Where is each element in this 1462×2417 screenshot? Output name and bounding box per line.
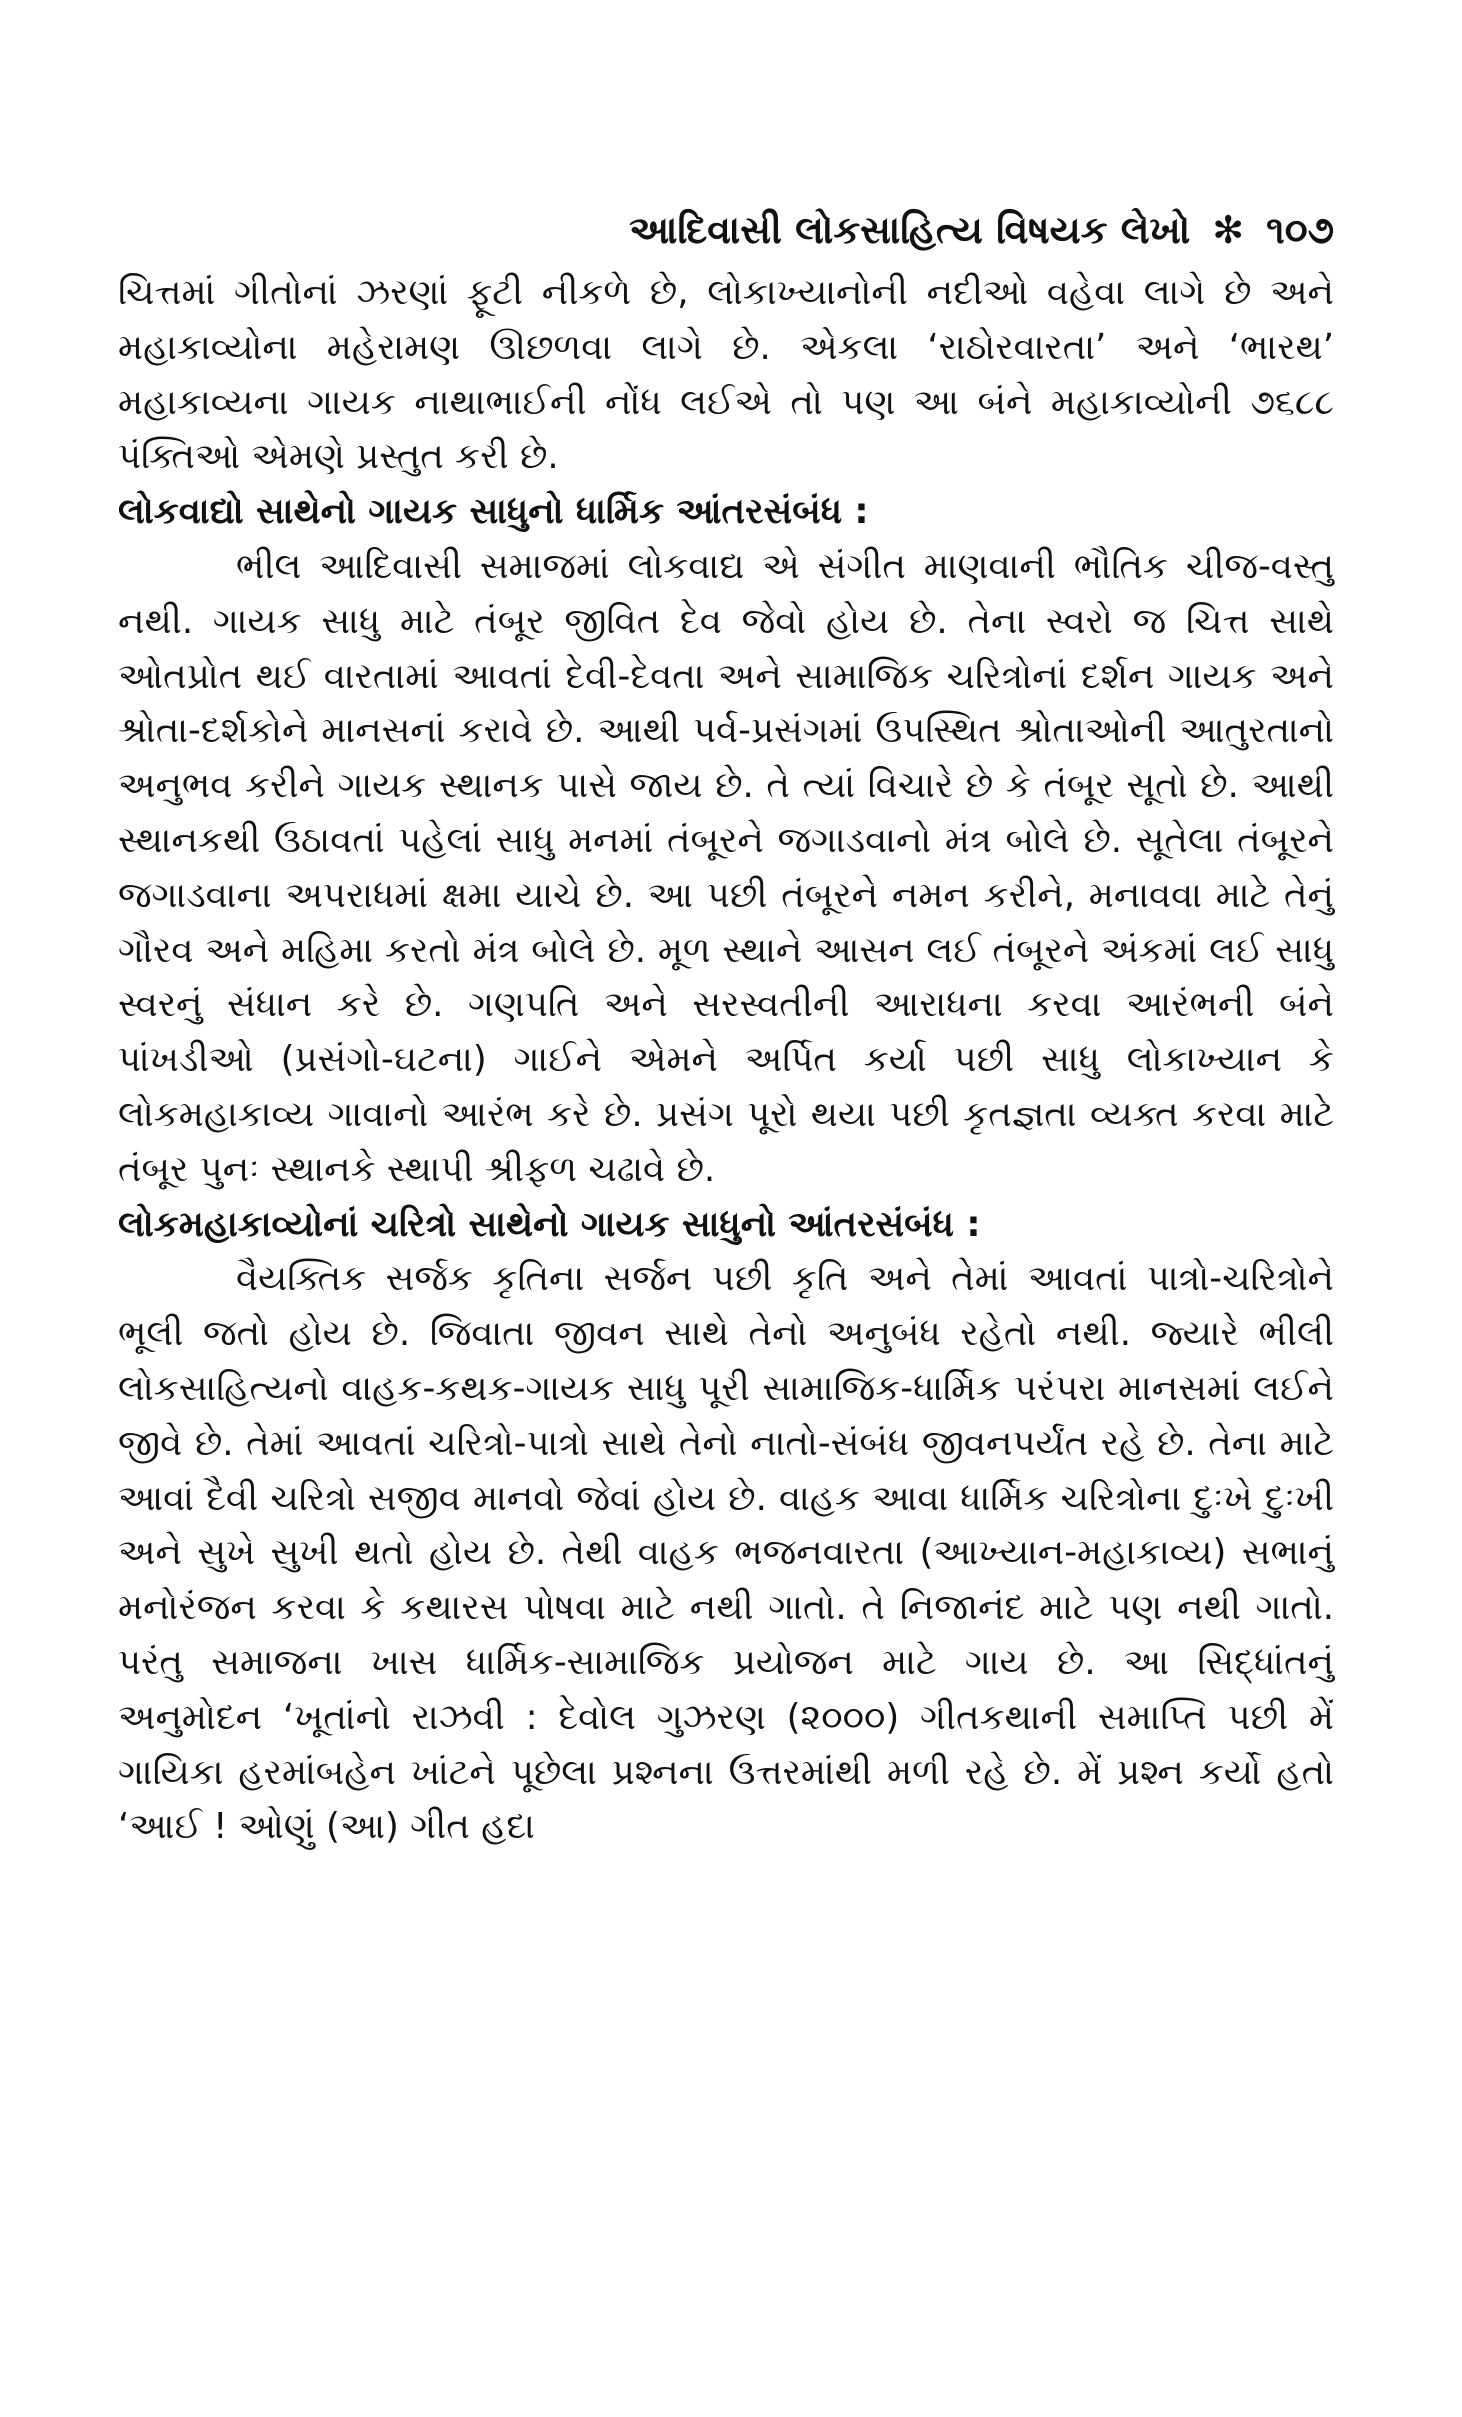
page-number: ૧૦૭: [1266, 208, 1334, 252]
section-heading-2: લોકમહાકાવ્યોનાં ચરિત્રો સાથેનો ગાયક સાધુનો આંતરસંબંધ :: [118, 1203, 981, 1245]
asterisk-ornament-icon: ✻: [1212, 208, 1245, 252]
paragraph-1: ચિત્તમાં ગીતોનાં ઝરણાં ફૂટી નીકળે છે, લોકાખ્યાનોની નદીઓ વહેવા લાગે છે અને મહાકાવ્યોના મહેરામણ ઊછળવા લાગે છે. એકલા ‘રાઠોરવારતા’ અને ‘ભારથ’ મહાકાવ્યના ગાયક નાથાભાઈની નોંધ લઈએ તો પણ આ બંને મહાકાવ્યોની ૭૬૮૮ પંક્તિઓ એમણે પ્રસ્તુત કરી છે.: [118, 272, 1334, 478]
running-header: [118, 200, 1334, 266]
paragraph-3: વૈયક્તિક સર્જક કૃતિના સર્જન પછી કૃતિ અને તેમાં આવતાં પાત્રો-ચરિત્રોને ભૂલી જતો હોય છે. જિવાતા જીવન સાથે તેનો અનુબંધ રહેતો નથી. જ્યારે ભીલી લોકસાહિત્યનો વાહક-કથક-ગાયક સાધુ પૂરી સામાજિક-ધાર્મિક પરંપરા માનસમાં લઈને જીવે છે. તેમાં આવતાં ચરિત્રો-પાત્રો સાથે તેનો નાતો-સંબંધ જીવનપર્યંત રહે છે. તેના માટે આવાં દૈવી ચરિત્રો સજીવ માનવો જેવાં હોય છે. વાહક આવા ધાર્મિક ચરિત્રોના દુઃખે દુઃખી અને સુખે સુખી થતો હોય છે. તેથી વાહક ભજનવારતા (આખ્યાન-મહાકાવ્ય) સભાનું મનોરંજન કરવા કે કથારસ પોષવા માટે નથી ગાતો. તે નિજાનંદ માટે પણ નથી ગાતો. પરંતુ સમાજના ખાસ ધાર્મિક-સામાજિક પ્રયોજન માટે ગાય છે. આ સિદ્ધાંતનું અનુમોદન ‘ખૂતાંનો રાઝવી : દેવોલ ગુઝરણ (૨૦૦૦) ગીતકથાની સમાપ્તિ પછી મેં ગાયિકા હરમાંબહેન ખાંટને પૂછેલા પ્રશ્નના ઉત્તરમાંથી મળી રહે છે. મેં પ્રશ્ન કર્યો હતો ‘આઈ ! ઓણું (આ) ગીત હદા: [118, 1258, 1334, 1848]
paragraph-2: ભીલ આદિવાસી સમાજમાં લોકવાદ્ય એ સંગીત માણવાની ભૌતિક ચીજ-વસ્તુ નથી. ગાયક સાધુ માટે તંબૂર જીવિત દેવ જેવો હોય છે. તેના સ્વરો જ ચિત્ત સાથે ઓતપ્રોત થઈ વારતામાં આવતાં દેવી-દેવતા અને સામાજિક ચરિત્રોનાં દર્શન ગાયક અને શ્રોતા-દર્શકોને માનસનાં કરાવે છે. આથી પર્વ-પ્રસંગમાં ઉપસ્થિત શ્રોતાઓની આતુરતાનો અનુભવ કરીને ગાયક સ્થાનક પાસે જાય છે. તે ત્યાં વિચારે છે કે તંબૂર સૂતો છે. આથી સ્થાનકથી ઉઠાવતાં પહેલાં સાધુ મનમાં તંબૂરને જગાડવાનો મંત્ર બોલે છે. સૂતેલા તંબૂરને જગાડવાના અપરાધમાં ક્ષમા યાચે છે. આ પછી તંબૂરને નમન કરીને, મનાવવા માટે તેનું ગૌરવ અને મહિમા કરતો મંત્ર બોલે છે. મૂળ સ્થાને આસન લઈ તંબૂરને અંકમાં લઈ સાધુ સ્વરનું સંધાન કરે છે. ગણપતિ અને સરસ્વતીની આરાધના કરવા આરંભની બંને પાંખડીઓ (પ્રસંગો-ઘટના) ગાઈને એમને અર્પિત કર્યા પછી સાધુ લોકાખ્યાન કે લોકમહાકાવ્ય ગાવાનો આરંભ કરે છે. પ્રસંગ પૂરો થયા પછી કૃતજ્ઞતા વ્યક્ત કરવા માટે તંબૂર પુનઃ સ્થાનકે સ્થાપી શ્રીફળ ચઢાવે છે.: [118, 545, 1334, 1190]
section-heading-1: લોકવાદ્યો સાથેનો ગાયક સાધુનો ધાર્મિક આંતરસંબંધ :: [118, 491, 869, 533]
running-title: આદિવાસી લોકસાહિત્ય વિષયક લેખો: [629, 208, 1191, 252]
book-page: [118, 200, 1334, 1855]
